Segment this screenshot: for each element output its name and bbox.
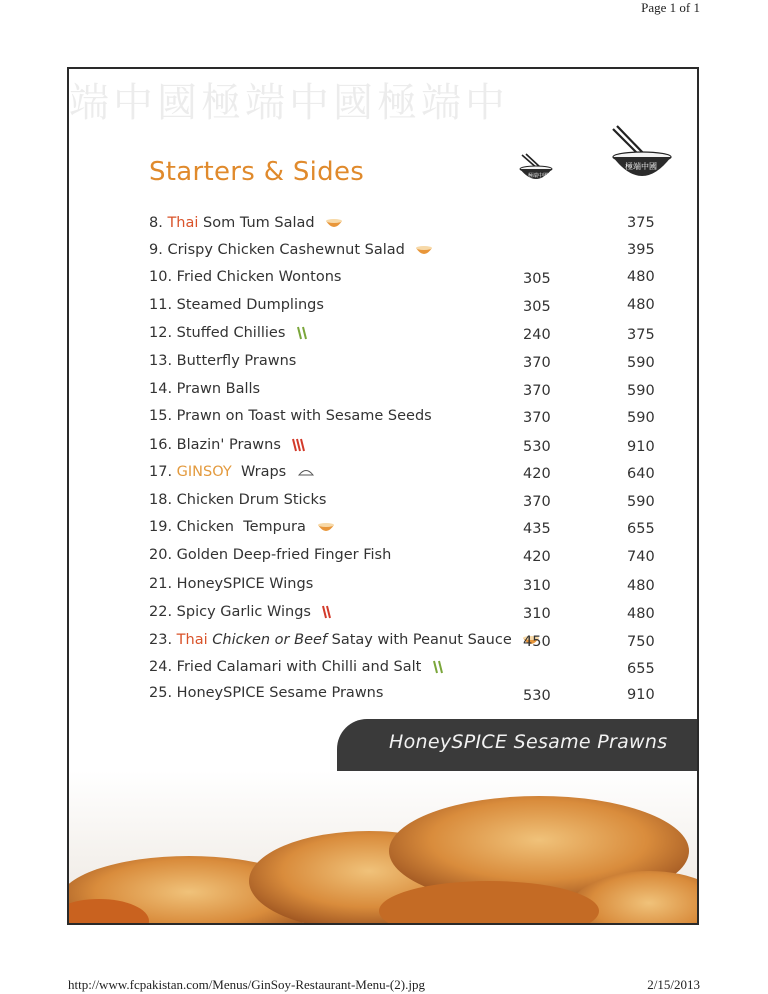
green-chilli-icon [296,326,308,340]
section-title: Starters & Sides [149,157,365,187]
item-protein-choice: Chicken or Beef [212,632,328,648]
price-large: 910 [627,439,655,455]
brand-name: GINSOY [176,464,232,480]
price-large: 480 [627,297,655,313]
bowl-large-label: 極端中國 [625,162,657,171]
price-large: 655 [627,521,655,537]
item-number: 17. [149,464,173,480]
item-name: Chicken Drum Sticks [176,492,327,508]
item-number: 13. [149,353,173,369]
item-number: 23. [149,632,173,648]
item-name: Crispy Chicken Cashewnut Salad [167,242,405,258]
menu-item-24 [149,659,444,675]
price-large: 740 [627,549,655,565]
price-large: 375 [627,215,655,231]
item-number: 22. [149,604,173,620]
price-large: 910 [627,687,655,703]
menu-item-18 [149,492,326,508]
item-name: Spicy Garlic Wings [176,604,311,620]
menu-item-15 [149,408,432,424]
menu-item-20 [149,547,391,563]
item-number: 9. [149,242,163,258]
price-large: 480 [627,578,655,594]
item-name: Wraps [240,464,287,480]
menu-item-23 [149,632,540,648]
red-chilli-icon [322,605,332,619]
price-large: 480 [627,269,655,285]
menu-item-10 [149,269,341,285]
small-bowl-chopsticks-icon [516,153,556,187]
price-large: 590 [627,355,655,371]
price-large: 480 [627,606,655,622]
item-number: 15. [149,408,173,424]
price-small: 305 [523,299,551,315]
item-name: Blazin' Prawns [176,437,281,453]
price-large: 640 [627,466,655,482]
price-small: 310 [523,606,551,622]
price-small: 240 [523,327,551,343]
item-number: 11. [149,297,173,313]
item-number: 10. [149,269,173,285]
price-small: 370 [523,355,551,371]
menu-item-25 [149,685,383,701]
price-large: 590 [627,410,655,426]
menu-item-8 [149,215,343,231]
item-number: 20. [149,547,173,563]
menu-item-21 [149,576,313,592]
price-large: 590 [627,494,655,510]
item-name: Stuffed Chillies [176,325,286,341]
menu-item-19 [149,519,335,535]
bowl-icon [415,244,433,256]
item-name: Som Tum Salad [203,215,315,231]
menu-item-11 [149,297,324,313]
price-large: 590 [627,383,655,399]
price-small: 420 [523,466,551,482]
bowl-icon [325,217,343,229]
price-small: 435 [523,521,551,537]
price-small: 370 [523,383,551,399]
banner-caption: HoneySPICE Sesame Prawns [389,731,668,753]
item-name: Steamed Dumplings [176,297,324,313]
price-small: 450 [523,634,551,650]
menu-item-9 [149,242,433,258]
item-number: 24. [149,659,173,675]
item-name: Butterfly Prawns [176,353,297,369]
bowl-icon [317,521,335,533]
menu-item-12 [149,325,308,341]
item-number: 21. [149,576,173,592]
price-small: 530 [523,439,551,455]
price-large: 655 [627,661,655,677]
price-large: 375 [627,327,655,343]
source-url: http://www.fcpakistan.com/Menus/GinSoy-Restaurant-Menu-(2).jpg [68,977,425,992]
item-name: Prawn on Toast with Sesame Seeds [176,408,432,424]
item-name: Chicken Tempura [176,519,306,535]
large-bowl-chopsticks-icon [609,125,675,189]
price-small: 370 [523,494,551,510]
menu-item-22 [149,604,332,620]
caption-banner [337,719,699,771]
menu-item-16 [149,437,306,453]
menu-item-14 [149,381,260,397]
menu-item-17 [149,464,315,480]
item-name: Satay with Peanut Sauce [331,632,512,648]
menu-card [67,67,699,925]
item-name: Golden Deep-fried Finger Fish [176,547,392,563]
price-large: 750 [627,634,655,650]
price-large: 395 [627,242,655,258]
dumpling-icon [297,466,315,478]
item-number: 18. [149,492,173,508]
item-number: 14. [149,381,173,397]
item-name: Fried Calamari with Chilli and Salt [176,659,422,675]
item-name: HoneySPICE Wings [176,576,314,592]
menu-item-13 [149,353,296,369]
price-small: 305 [523,271,551,287]
item-number: 16. [149,437,173,453]
red-chilli-icon [292,438,306,452]
sesame-prawns-photo [69,771,699,925]
price-small: 420 [523,549,551,565]
item-number: 8. [149,215,163,231]
green-chilli-icon [432,660,444,674]
item-name: Fried Chicken Wontons [176,269,342,285]
watermark-text: 端中國極端中國極端中 [69,80,509,126]
item-prefix: Thai [167,215,199,231]
page-number: Page 1 of 1 [641,0,700,15]
price-small: 310 [523,578,551,594]
item-number: 12. [149,325,173,341]
item-number: 19. [149,519,173,535]
bowl-small-label: 極端中國 [528,174,549,179]
item-number: 25. [149,685,173,701]
item-name: HoneySPICE Sesame Prawns [176,685,384,701]
item-prefix: Thai [176,632,208,648]
price-small: 370 [523,410,551,426]
print-date: 2/15/2013 [647,977,700,992]
price-small: 530 [523,688,551,704]
item-name: Prawn Balls [176,381,261,397]
